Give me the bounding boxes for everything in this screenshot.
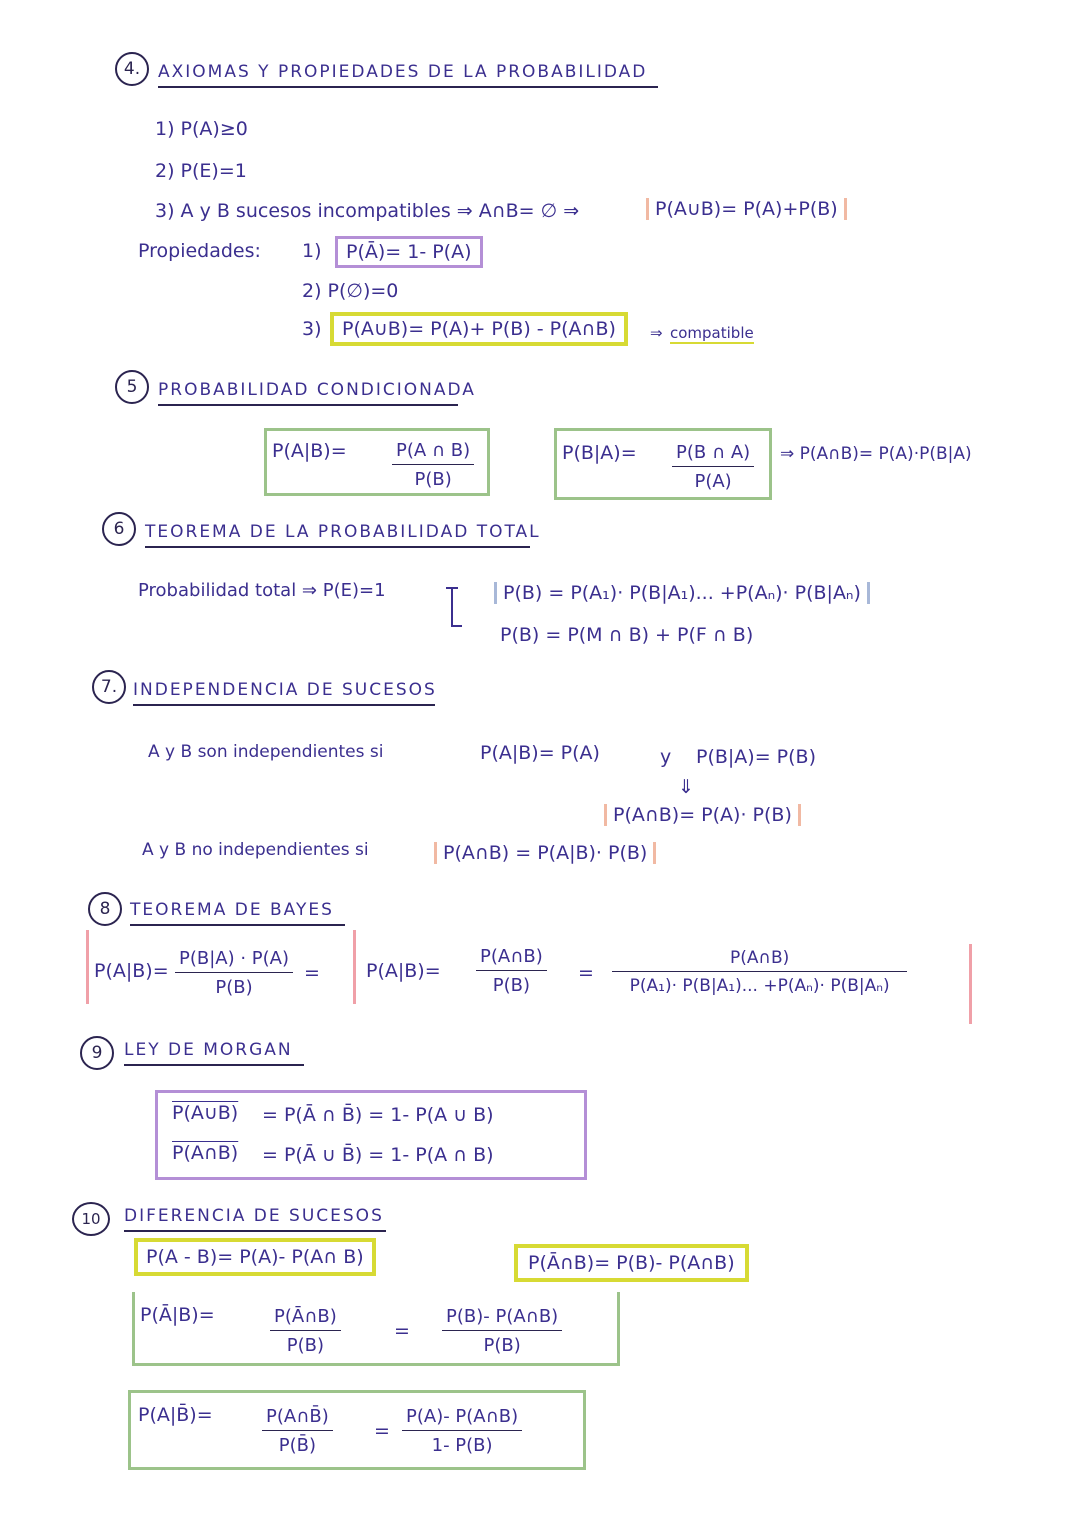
section-7-title: INDEPENDENCIA DE SUCESOS [133,680,435,706]
property-1-number: 1) [302,240,322,262]
difference-conditional-1-lhs: P(Ā|B)= [140,1304,215,1326]
morgan-1-lhs [172,1102,238,1124]
bayes-2-fraction [476,946,547,996]
conditional-1-lhs: P(A|B)= [272,440,347,462]
property-3-arrow: ⇒ [650,324,663,342]
independence-arrow: ⇓ [678,776,694,798]
morgan-1-rhs: = P(Ā ∩ B̄) = 1- P(A ∪ B) [262,1104,494,1126]
difference-conditional-2-lhs: P(A|B̄)= [138,1404,213,1426]
conditional-2-numerator: P(B ∩ A) [672,442,754,467]
bayes-1-numerator: P(B|A) · P(A) [175,948,293,973]
total-probability-line-2: P(B) = P(M ∩ B) + P(F ∩ B) [500,624,754,646]
total-probability-lhs: Probabilidad total ⇒ P(E)=1 [138,580,386,601]
section-7-number: 7. [92,670,126,704]
difference-conditional-2-fraction-2 [402,1406,522,1456]
morgan-1-lhs-text: P(A∪B) [172,1102,239,1124]
section-5-title: PROBABILIDAD CONDICIONADA [158,380,458,406]
difference-conditional-1-equals: = [394,1320,410,1342]
bayes-1-equals: = [304,962,320,984]
bayes-3-numerator: P(A∩B) [612,948,907,972]
difference-conditional-2-fraction [262,1406,333,1456]
independence-result: P(A∩B)= P(A)· P(B) [604,804,801,826]
difference-conditional-1-numerator-2: P(B)- P(A∩B) [442,1306,562,1331]
bayes-3-denominator: P(A₁)· P(B|A₁)... +P(Aₙ)· P(B|Aₙ) [629,976,890,996]
independence-and: y [660,746,672,768]
non-independence-result: P(A∩B) = P(A|B)· P(B) [434,842,656,864]
conditional-1-fraction [392,440,474,490]
section-9-number: 9 [80,1036,114,1070]
total-probability-bracket [440,584,480,634]
property-3-number: 3) [302,318,322,340]
section-6-title: TEOREMA DE LA PROBABILIDAD TOTAL [145,522,530,548]
morgan-2-lhs [172,1142,238,1164]
bayes-1-fraction [175,948,293,998]
bayes-1-lhs: P(A|B)= [94,960,169,982]
section-8-title: TEOREMA DE BAYES [130,900,345,926]
section-9-title: LEY DE MORGAN [124,1040,304,1066]
independence-condition-2: P(B|A)= P(B) [696,746,816,768]
total-probability-line-1: P(B) = P(A₁)· P(B|A₁)... +P(Aₙ)· P(B|Aₙ) [494,582,870,604]
difference-1: P(A - B)= P(A)- P(A∩ B) [134,1238,376,1276]
bayes-2-numerator: P(A∩B) [476,946,547,971]
section-6-number: 6 [102,512,136,546]
difference-conditional-2-denominator: P(B̄) [278,1435,316,1456]
conditional-2-result: ⇒ P(A∩B)= P(A)·P(B|A) [780,444,972,464]
difference-conditional-2-equals: = [374,1420,390,1442]
difference-2: P(Ā∩B)= P(B)- P(A∩B) [514,1244,749,1282]
section-8-number: 8 [88,892,122,926]
axiom-1: 1) P(A)≥0 [155,118,248,140]
property-2: 2) P(∅)=0 [302,280,399,302]
conditional-2-fraction [672,442,754,492]
morgan-2-rhs: = P(Ā ∪ B̄) = 1- P(A ∩ B) [262,1144,494,1166]
bayes-1-denominator: P(B) [215,977,253,998]
properties-label: Propiedades: [138,240,261,262]
independence-condition-text: A y B son independientes si [148,742,384,762]
bayes-2-denominator: P(B) [492,975,530,996]
section-4-number: 4. [115,52,149,86]
section-10-number: 10 [72,1202,110,1236]
property-3: P(A∪B)= P(A)+ P(B) - P(A∩B) [330,312,628,346]
bayes-2-equals: = [578,962,594,984]
difference-conditional-2-denominator-2: 1- P(B) [431,1435,493,1456]
conditional-1-numerator: P(A ∩ B) [392,440,474,465]
bayes-3-fraction [612,948,907,996]
difference-conditional-1-denominator: P(B) [286,1335,324,1356]
difference-conditional-2-numerator-2: P(A)- P(A∩B) [402,1406,522,1431]
axiom-2: 2) P(E)=1 [155,160,247,182]
property-3-note: compatible [670,324,754,342]
conditional-2-lhs: P(B|A)= [562,442,637,464]
conditional-2-denominator: P(A) [694,471,732,492]
non-independence-text: A y B no independientes si [142,840,369,860]
difference-conditional-1-fraction [270,1306,341,1356]
difference-conditional-1-numerator: P(Ā∩B) [270,1306,341,1331]
bayes-right-bracket [956,944,972,1024]
difference-conditional-1-denominator-2: P(B) [483,1335,521,1356]
property-1: P(Ā)= 1- P(A) [335,236,483,268]
independence-condition-1: P(A|B)= P(A) [480,742,600,764]
bayes-2-lhs: P(A|B)= [366,960,441,982]
conditional-1-denominator: P(B) [414,469,452,490]
section-5-number: 5 [115,370,149,404]
axiom-3: 3) A y B sucesos incompatibles ⇒ A∩B= ∅ ⇒ [155,200,580,222]
section-10-title: DIFERENCIA DE SUCESOS [124,1206,386,1232]
difference-conditional-1-fraction-2 [442,1306,562,1356]
morgan-2-lhs-text: P(A∩B) [172,1142,239,1164]
section-4-title: AXIOMAS Y PROPIEDADES DE LA PROBABILIDAD [158,62,658,88]
difference-conditional-2-numerator: P(A∩B̄) [262,1406,333,1431]
axiom-3-result: P(A∪B)= P(A)+P(B) [646,198,847,220]
